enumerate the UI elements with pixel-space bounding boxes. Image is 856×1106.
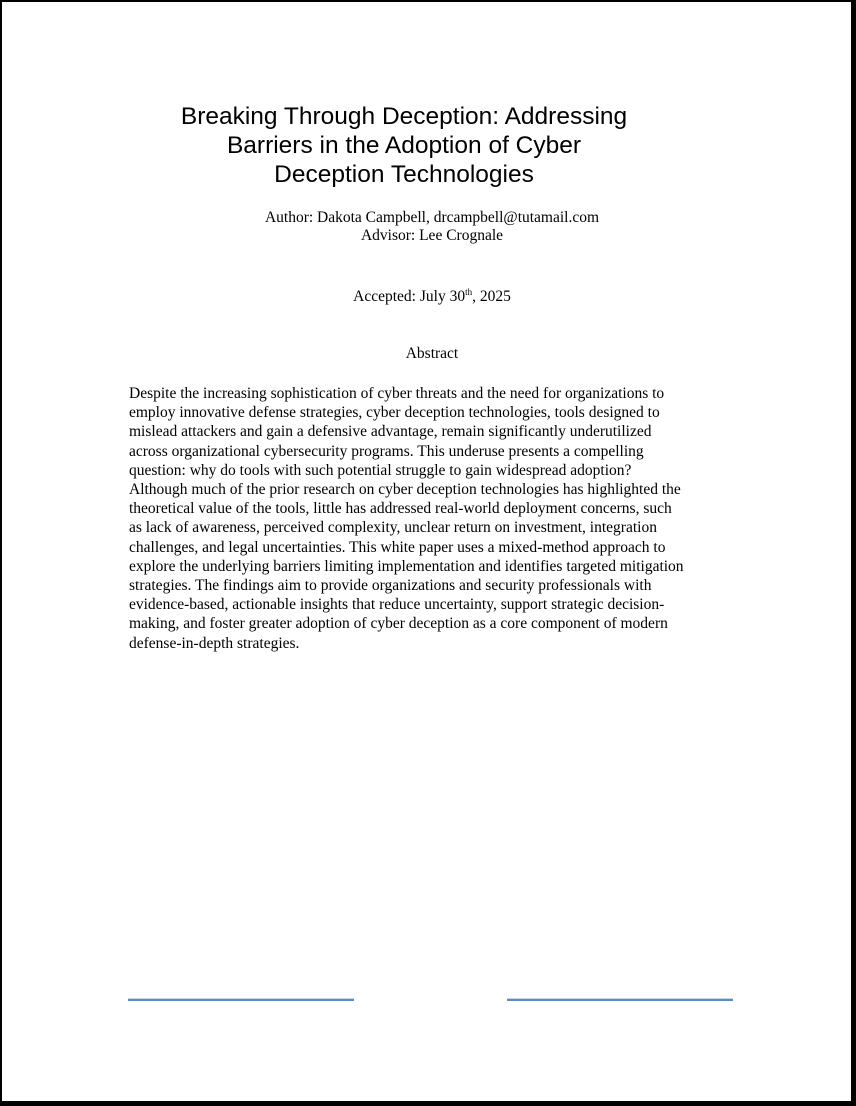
abstract-line: evidence-based, actionable insights that reduce uncertainty, support strategic decision-: [129, 596, 665, 614]
accepted-suffix: , 2025: [472, 288, 511, 305]
title-line-3: Deception Technologies: [274, 161, 534, 188]
abstract-line: as lack of awareness, perceived complexity, unclear return on investment, integration: [129, 519, 657, 537]
abstract-heading: Abstract: [405, 345, 459, 362]
accepted-superscript: th: [465, 287, 473, 297]
accepted-prefix: Accepted: July 30: [353, 288, 466, 305]
accepted-date: [182, 288, 682, 306]
author-block: [182, 209, 682, 245]
advisor-line: Advisor: Lee Crognale: [360, 227, 504, 244]
abstract-line: Despite the increasing sophistication of cyber threats and the need for organizations to: [129, 385, 665, 402]
abstract-line: strategies. The findings aim to provide organizations and security professionals with: [129, 577, 652, 595]
paper-title: [152, 102, 656, 189]
signature-line-left: [128, 998, 354, 1001]
abstract-line: challenges, and legal uncertainties. This white paper uses a mixed-method approach to: [129, 538, 666, 556]
abstract-body: [129, 384, 749, 653]
abstract-line: explore the underlying barriers limiting implementation and identifies targeted mitigation: [129, 557, 684, 575]
abstract-line: question: why do tools with such potential struggle to gain widespread adoption?: [129, 461, 632, 479]
abstract-line: employ innovative defense strategies, cyber deception technologies, tools designed to: [129, 404, 660, 422]
abstract-line: making, and foster greater adoption of cyber deception as a core component of modern: [129, 615, 668, 633]
title-line-2: Barriers in the Adoption of Cyber: [226, 132, 582, 159]
abstract-line: across organizational cybersecurity programs. This underuse presents a compelling: [129, 442, 644, 460]
abstract-line: Although much of the prior research on cyber deception technologies has highlighted the: [129, 481, 681, 499]
abstract-line: theoretical value of the tools, little has addressed real-world deployment concerns, such: [129, 500, 672, 518]
abstract-line: mislead attackers and gain a defensive advantage, remain significantly underutilized: [129, 423, 652, 441]
abstract-line: defense-in-depth strategies.: [129, 634, 300, 652]
signature-line-right: [507, 998, 733, 1001]
title-line-1: Breaking Through Deception: Addressing: [180, 103, 628, 130]
author-line: Author: Dakota Campbell, drcampbell@tutamail.com: [264, 209, 600, 226]
